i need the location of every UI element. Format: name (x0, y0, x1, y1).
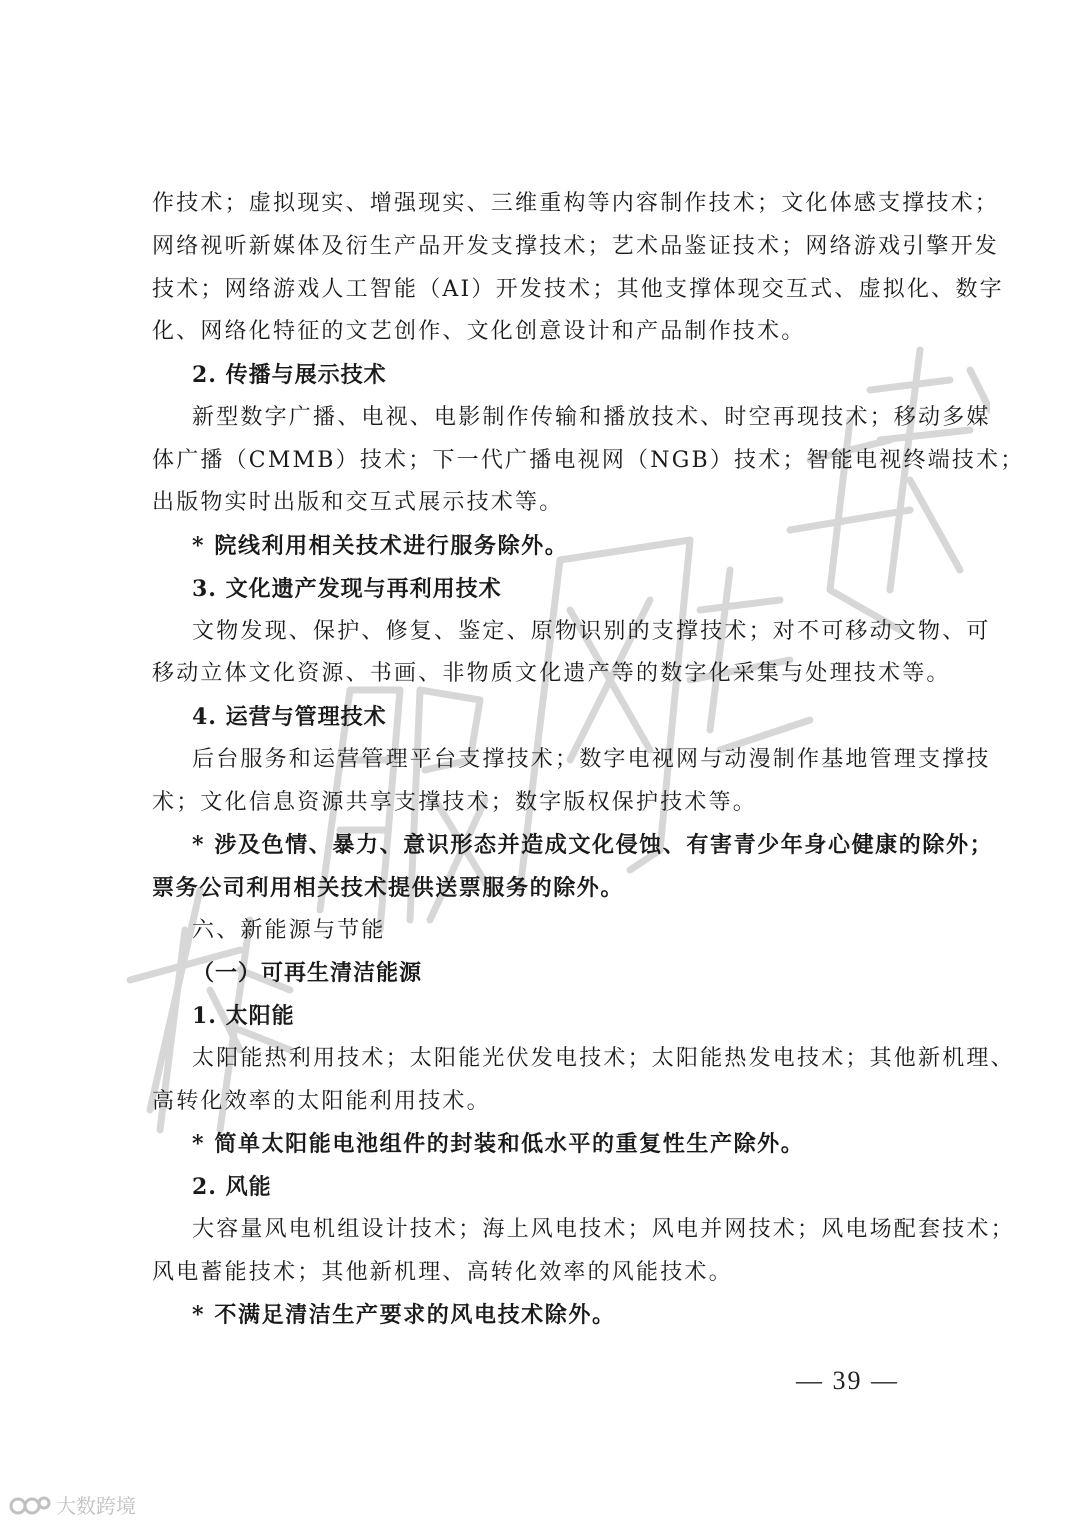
text-line: 网络视听新媒体及衍生产品开发支撑技术；艺术品鉴证技术；网络游戏引擎开发 (152, 234, 1000, 259)
dashuju-logo-icon (8, 1492, 52, 1518)
text-line: 体广播（CMMB）技术；下一代广播电视网（NGB）技术；智能电视终端技术； (152, 448, 1025, 473)
exclusion-note: 票务公司利用相关技术提供送票服务的除外。 (152, 875, 625, 901)
chapter-heading: 六、新能源与节能 (192, 918, 386, 943)
text-line: 技术；网络游戏人工智能（AI）开发技术；其他支撑体现交互式、虚拟化、数字 (152, 277, 1004, 302)
text-line: 术；文化信息资源共享支撑技术；数字版权保护技术等。 (152, 790, 758, 815)
text-line: 太阳能热利用技术；太阳能光伏发电技术；太阳能热发电技术；其他新机理、 (192, 1046, 1015, 1071)
section-heading: 2. 风能 (192, 1174, 272, 1200)
exclusion-note: * 院线利用相关技术进行服务除外。 (192, 533, 569, 559)
section-heading: 2. 传播与展示技术 (192, 362, 387, 388)
text-line: 高转化效率的太阳能利用技术。 (152, 1089, 491, 1114)
text-line: 文物发现、保护、修复、鉴定、原物识别的支撑技术；对不可移动文物、可 (192, 619, 991, 644)
text-line: 出版物实时出版和交互式展示技术等。 (152, 490, 564, 515)
exclusion-note: * 不满足清洁生产要求的风电技术除外。 (192, 1302, 616, 1328)
section-heading: 1. 太阳能 (192, 1003, 295, 1029)
text-line: 后台服务和运营管理平台支撑技术；数字电视网与动漫制作基地管理支撑技 (192, 747, 991, 772)
exclusion-note: * 简单太阳能电池组件的封装和低水平的重复性生产除外。 (192, 1131, 805, 1157)
footer-logo (8, 1490, 136, 1519)
page-number: — 39 — (796, 1366, 899, 1395)
text-line: 风电蓄能技术；其他新机理、高转化效率的风能技术。 (152, 1260, 733, 1285)
text-line: 新型数字广播、电视、电影制作传输和播放技术、时空再现技术；移动多媒 (192, 405, 991, 430)
section-heading: 3. 文化遗产发现与再利用技术 (192, 576, 502, 602)
text-line: 化、网络化特征的文艺创作、文化创意设计和产品制作技术。 (152, 319, 806, 344)
text-line: 大容量风电机组设计技术；海上风电技术；风电并网技术；风电场配套技术； (192, 1217, 1015, 1242)
text-line: 移动立体文化资源、书画、非物质文化遗产等的数字化采集与处理技术等。 (152, 661, 951, 686)
section-heading: 4. 运营与管理技术 (192, 704, 387, 730)
text-line: 作技术；虚拟现实、增强现实、三维重构等内容制作技术；文化体感支撑技术； (152, 191, 1000, 216)
subchapter-heading: （一）可再生清洁能源 (192, 960, 423, 986)
exclusion-note: * 涉及色情、暴力、意识形态并造成文化侵蚀、有害青少年身心健康的除外； (192, 832, 994, 858)
footer-logo-text: 大数跨境 (56, 1494, 136, 1518)
